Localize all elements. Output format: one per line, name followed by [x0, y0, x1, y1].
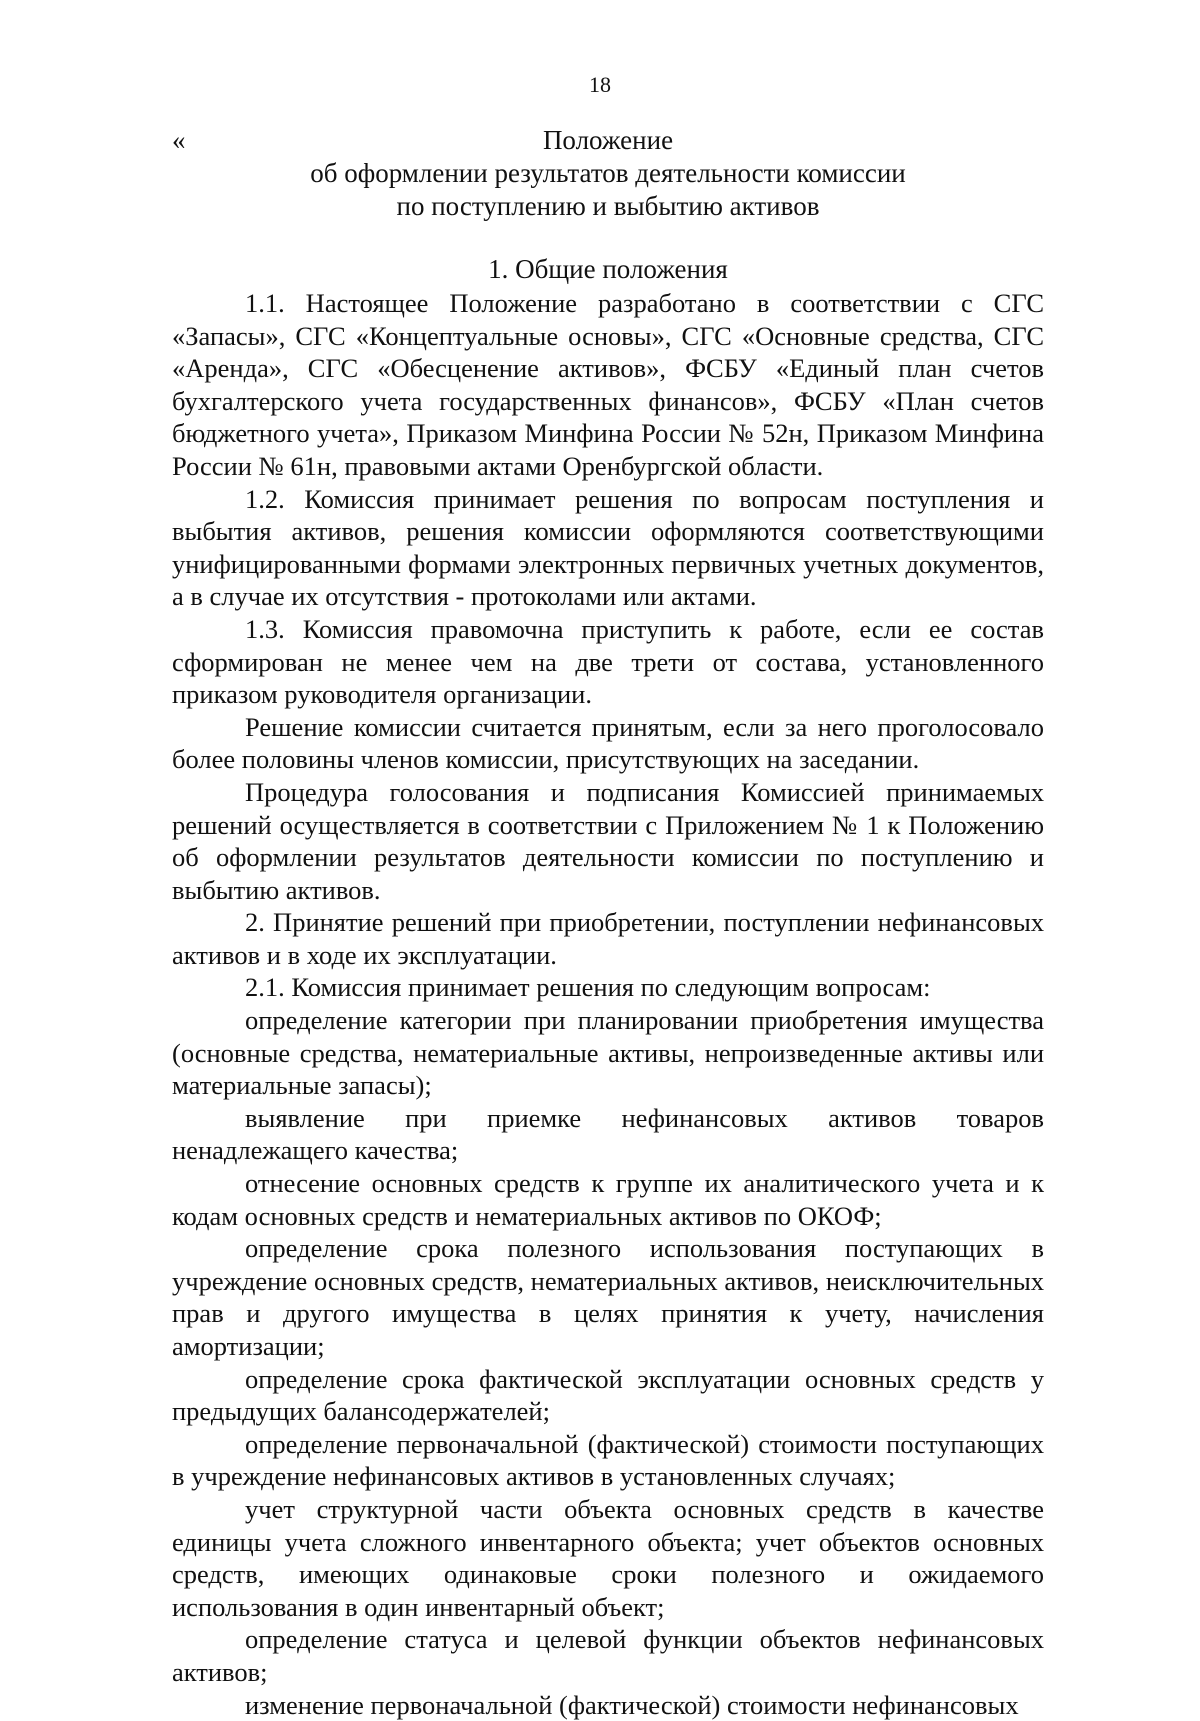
paragraph-section-2: 2. Принятие решений при приобретении, поступлении нефинансовых активов и в ходе их эксплуатации.	[172, 907, 1044, 970]
paragraph-decision: Решение комиссии считается принятым, если за него проголосовало более половины членов комиссии, присутствующих на заседании.	[172, 711, 1044, 775]
list-item-category: определение категории при планировании приобретения имущества (основные средства, нематериальные активы, непроизведенные активы или материальные запасы);	[172, 1005, 1044, 1101]
list-item-quality: выявление при приемке нефинансовых активов товаров ненадлежащего качества;	[172, 1102, 1044, 1166]
heading-line-2: об оформлении результатов деятельности комиссии	[310, 158, 906, 188]
paragraph-2-1: 2.1. Комиссия принимает решения по следующим вопросам:	[245, 972, 931, 1003]
list-item-cost-change: изменение первоначальной (фактической) стоимости нефинансовых	[245, 1689, 1019, 1720]
list-item-actual-operation: определение срока фактической эксплуатации основных средств у предыдущих балансодержателей;	[172, 1363, 1044, 1427]
paragraph-1-1: 1.1. Настоящее Положение разработано в соответствии с СГС «Запасы», СГС «Концептуальные основы», СГС «Основные средства, СГС «Аренда», СГС «Обесценение активов», ФСБУ «Единый план счетов бухгалтерского учета государственных финансов», ФСБУ «План счетов бюджетного учета», Приказом Минфина России № 52н, Приказом Минфина России № 61н, правовыми актами Оренбургской области.	[172, 288, 1044, 481]
heading-line-3: по поступлению и выбытию активов	[396, 191, 820, 221]
list-item-status: определение статуса и целевой функции объектов нефинансовых активов;	[172, 1624, 1044, 1687]
section-title: 1. Общие положения	[488, 254, 728, 284]
heading-line-1: Положение	[542, 125, 674, 155]
list-item-okof: отнесение основных средств к группе их аналитического учета и к кодам основных средств и нематериальных активов по ОКОФ;	[172, 1168, 1044, 1231]
paragraph-voting-procedure: Процедура голосования и подписания Комиссией принимаемых решений осуществляется в соответствии с Приложением № 1 к Положению об оформлении результатов деятельности комиссии по поступлению и выбытию активов.	[172, 776, 1044, 905]
list-item-useful-life: определение срока полезного использования поступающих в учреждение основных средств, нематериальных активов, неисключительных прав и другого имущества в целях принятия к учету, начисления амортизации;	[172, 1233, 1044, 1361]
document-body	[172, 287, 1044, 1721]
paragraph-1-3: 1.3. Комиссия правомочна приступить к работе, если ее состав сформирован не менее чем на две трети от состава, установленного приказом руководителя организации.	[172, 613, 1044, 710]
opening-quote-mark: «	[172, 125, 186, 155]
page-number: 18	[589, 72, 611, 97]
document-heading	[172, 124, 1044, 223]
list-item-initial-cost: определение первоначальной (фактической) стоимости поступающих в учреждение нефинансовых активов в установленных случаях;	[172, 1428, 1044, 1492]
list-item-structural-part: учет структурной части объекта основных средств в качестве единицы учета сложного инвентарного объекта; учет объектов основных средств, имеющих одинаковые сроки полезного и ожидаемого использования в один инвентарный объект;	[172, 1493, 1044, 1622]
paragraph-1-2: 1.2. Комиссия принимает решения по вопросам поступления и выбытия активов, решения комиссии оформляются соответствующими унифицированными формами электронных первичных учетных документов, а в случае их отсутствия - протоколами или актами.	[172, 483, 1044, 612]
